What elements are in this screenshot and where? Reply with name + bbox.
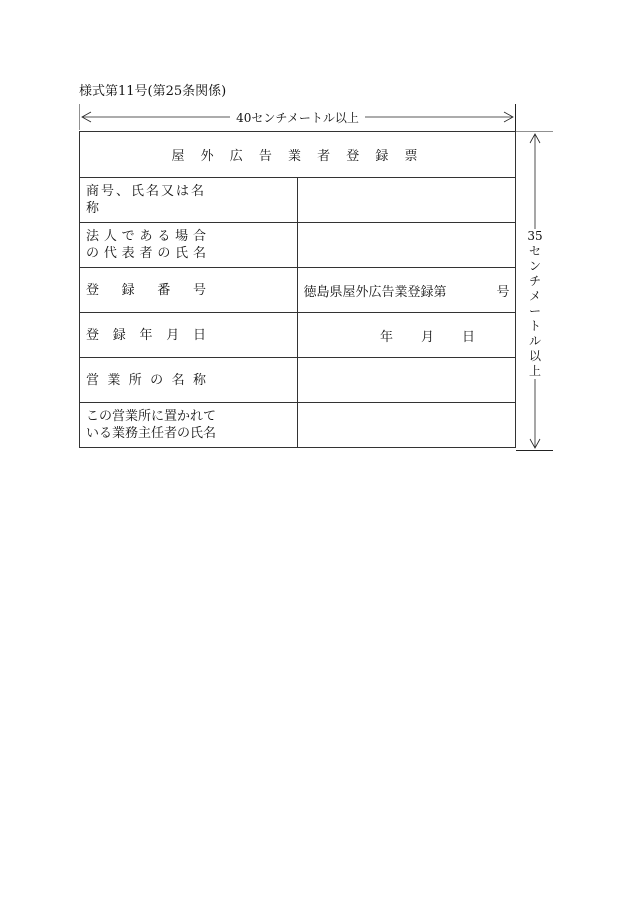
- reg-date-value[interactable]: [298, 313, 516, 358]
- registration-table: [79, 131, 516, 448]
- char: 録: [121, 282, 135, 298]
- representative-value[interactable]: [298, 223, 516, 268]
- reg-number-suffix: 号: [496, 284, 510, 300]
- char: セ: [528, 244, 541, 258]
- char: 人: [103, 229, 117, 244]
- char: 登: [86, 327, 100, 343]
- char: で: [121, 229, 135, 244]
- char: 名: [192, 246, 206, 261]
- char: 名: [171, 372, 185, 388]
- office-name-label: [80, 358, 298, 403]
- table-row: [80, 178, 516, 223]
- width-dimension-tick: [515, 104, 516, 131]
- char: 日: [192, 327, 206, 343]
- char: 法: [86, 229, 100, 244]
- char: 代: [103, 246, 117, 261]
- char: 月: [166, 327, 180, 343]
- char: 営: [86, 372, 100, 388]
- reg-date-year: 年: [379, 329, 393, 345]
- char: 号: [192, 282, 206, 298]
- char: の: [157, 246, 171, 261]
- manager-label-line1: この営業所に置かれて: [86, 409, 217, 424]
- reg-date-label: [80, 313, 298, 358]
- char: ン: [528, 259, 541, 273]
- manager-label-line2: いる業務主任者の氏名: [86, 426, 217, 441]
- office-name-value[interactable]: [298, 358, 516, 403]
- char: る: [157, 229, 171, 244]
- table-row: [80, 358, 516, 403]
- char: の: [86, 246, 100, 261]
- representative-label: [80, 223, 298, 268]
- char: 場: [175, 229, 189, 244]
- char: 録: [112, 327, 126, 343]
- reg-number-prefix: 徳島県屋外広告業登録第: [303, 284, 447, 300]
- char: 所: [128, 372, 142, 388]
- char: の: [150, 372, 164, 388]
- trade-name-label-text: 商号、氏名又は名称: [86, 184, 207, 216]
- title-row: [80, 132, 516, 178]
- height-dimension: [516, 131, 553, 451]
- char: 上: [528, 364, 541, 378]
- manager-label: [80, 403, 298, 448]
- char: メ: [528, 289, 541, 303]
- char: 業: [107, 372, 121, 388]
- char: 35: [527, 229, 543, 243]
- char: ル: [528, 334, 541, 348]
- char: チ: [528, 274, 541, 288]
- height-dimension-label: [525, 229, 545, 379]
- reg-number-label: [80, 268, 298, 313]
- reg-date-month: 月: [420, 329, 434, 345]
- char: ト: [528, 319, 541, 333]
- char: 番: [157, 282, 171, 298]
- table-row: [80, 403, 516, 448]
- char: 表: [121, 246, 135, 261]
- width-dimension-label: 40センチメートル以上: [230, 111, 365, 125]
- char: 称: [192, 372, 206, 388]
- reg-date-day: 日: [462, 329, 476, 345]
- table-row: [80, 268, 516, 313]
- table-row: [80, 223, 516, 268]
- char: 合: [192, 229, 206, 244]
- trade-name-value[interactable]: [298, 178, 516, 223]
- char: 以: [528, 349, 541, 363]
- manager-value[interactable]: [298, 403, 516, 448]
- form-number-label: 様式第11号(第25条関係): [79, 84, 227, 99]
- char: 氏: [175, 246, 189, 261]
- char: 年: [139, 327, 153, 343]
- char: 者: [139, 246, 153, 261]
- trade-name-label: [80, 178, 298, 223]
- reg-number-value[interactable]: [298, 268, 516, 313]
- table-row: [80, 313, 516, 358]
- table-title: 屋 外 広 告 業 者 登 録 票: [80, 132, 516, 178]
- char: ー: [528, 304, 541, 318]
- width-dimension: [79, 104, 516, 130]
- char: 登: [86, 282, 100, 298]
- char: あ: [139, 229, 153, 244]
